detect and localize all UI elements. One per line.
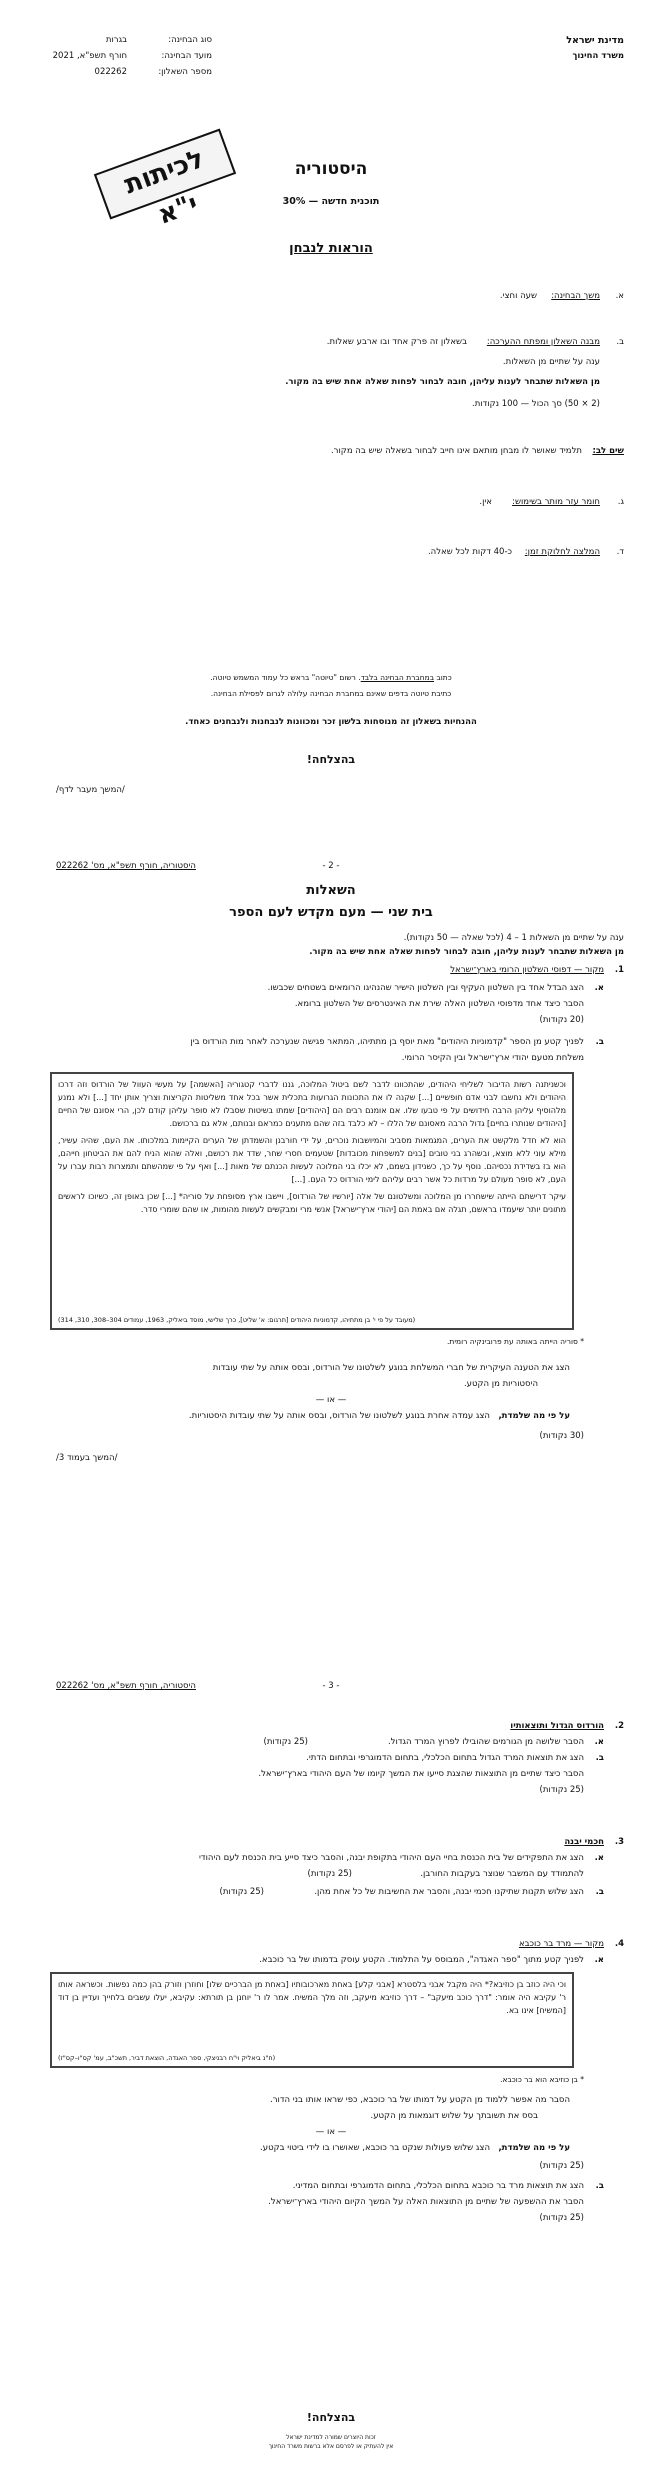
q4-source-title: מקור — מרד בר כוכבא: [518, 1939, 604, 1949]
item-a-letter: א.: [615, 291, 624, 301]
q2b-line-2: הסבר כיצד שתיים מן התוצאות שהצגת סייעו את המשך קיומו של העם היהודי בארץ־ישראל.: [258, 1769, 584, 1779]
grade-stamp: לכיתות י"א: [94, 129, 236, 220]
exam-type-value: בגרות: [105, 35, 127, 45]
item-b-text: בשאלון זה פרק אחד ובו ארבע שאלות.: [326, 337, 467, 347]
source-paragraph: הוא לא חדל מלקשט את הערים, המגמאות מסביב והמיושבות נוכרים, על ידי חורבנן והשמדתן של הערים הקיימות במלכותו. את העם, שהיה עשיר, מילא עוני ללא מוצא, ובשהרג בני טובים [בנים למשפחות מכובדות] שטעמים חסרי שחר, שדד את רכושם, ואלה שהוא הניח להם את הביטחון חייהם, הוא בז בשדידת נכסיהם. נוסף על כך, כשנידון בשמם, לא יכלו בני המלוכה לעשות הכנתם של מאות [...] ואף על פי שמהשתם ותמצרות רבות עברו על העם, לא סופר מעולם על מרדות כל אשר רבים עליהם לימי הורדוס כל העם. [...]: [58, 1136, 566, 1184]
section-title: בית שני — מעם מקדש לעם הספר: [229, 905, 433, 920]
q4a-line-3: בסס את תשובתך על שלוש דוגמאות מן הקטע.: [370, 2111, 538, 2121]
exam-subtitle: תוכנית חדשה — 30%: [282, 196, 380, 207]
q1a-points: (20 נקודות): [539, 1015, 584, 1025]
q2a-text: הסבר שלושה מן הגורמים שהובילו לפרוץ המרד הגדול.: [387, 1737, 584, 1747]
state-name: מדינת ישראל: [566, 35, 624, 46]
gender-note: ההנחיות בשאלון זה מנוסחות בלשון זכר ומכוונות לנבחנות ולנבחנים כאחד.: [185, 717, 477, 727]
item-a-label: משך הבחינה:: [551, 291, 600, 301]
must-choose-instruction: מן השאלות שתבחר לענות עליהן, חובה לבחור לפחות שאלה אחת שיש בה מקור.: [285, 377, 600, 387]
q2a-points: (25 נקודות): [263, 1737, 308, 1747]
q1-number: 1.: [614, 965, 624, 975]
section-intro-2: מן השאלות שתבחר לענות עליהן, חובה לבחור לפחות שאלה אחת שיש בה מקור.: [309, 947, 624, 957]
page-number-3: - 3 -: [322, 1681, 340, 1691]
q1-footnote: * סוריה הייתה באותה עת פרובינקיה רומית.: [447, 1337, 584, 1346]
instructions-title: הוראות לנבחן: [289, 241, 373, 256]
note-text: תלמיד שאושר לו מבחן מותאם אינו חייב לבחור בשאלה שיש בה מקור.: [330, 446, 582, 456]
running-header-2: היסטוריה, חורף תשפ"א, מס' 022262: [56, 861, 196, 871]
exam-type-label: סוג הבחינה:: [168, 35, 212, 45]
q1a-line-2: הסבר כיצד אחד מדפוסי השלטון האלה שירת את האינטרסים של השלטון ברומא.: [294, 999, 584, 1009]
page-number-2: - 2 -: [322, 861, 340, 871]
q3-title: חכמי יבנה: [564, 1837, 604, 1847]
good-luck-1: בהצלחה!: [306, 753, 356, 766]
questions-title: השאלות: [306, 883, 356, 898]
q1a-line-1: הצג הבדל אחד בין השלטון העקיף ובין השלטון הישיר שהנהיגו הרומאים בשטחים שכבשו.: [267, 983, 584, 993]
questionnaire-value: 022262: [94, 67, 127, 77]
good-luck-3: בהצלחה!: [306, 2411, 356, 2424]
q3a-points: (25 נקודות): [307, 1869, 352, 1879]
q3-number: 3.: [614, 1837, 624, 1847]
q2-number: 2.: [614, 1721, 624, 1731]
q3a-line-2: להתמודד עם המשבר שנוצר בעקבות החורבן.: [420, 1869, 584, 1879]
item-b-label: מבנה השאלון ומפתח ההערכה:: [486, 337, 600, 347]
ministry-name: משרד החינוך: [572, 51, 624, 61]
draft-note-1: כתוב במחברת הבחינה בלבד. רשום "טיוטה" בראש כל עמוד המשמש טיוטה.: [210, 673, 452, 682]
q3b-text: הצג שלוש תקנות שתיקנו חכמי יבנה, והסבר את החשיבות של כל אחת מהן.: [314, 1887, 584, 1897]
source-paragraph: וכשניתנה רשות הדיבור לשליחי היהודים, שהתכוונו לדבר לשם ביטול המלוכה, גננו לדברי קטגוריה [האשמה] על מעשי העוול של הורדוס וזה דרכו היהודים ולא נחשבו לבני אדם חופשיים [...] שקנה לו את התכונות הגרועות בתכלית אשר בכל אחד משליטות הקריצות וצריך אותן יחד [...] ולא נמנע מלהוסיף עליהן הרבה חידושים על פי טבעו שלו. אם אומנם רבים הם [היהודים] שמתו בשיטות שסבלו לא סופר עליהן קודם לכן, הרי אסונם של החיים [היהודים שנותרו בחיים] גדול הרבה מאסונם של הללו – לא כלבד בזה שהם מתענים כמראם ובנותם, אלא גם ברכושם.: [58, 1080, 566, 1128]
q3a-line-1: הצג את התפקידים של בית הכנסת בחיי העם היהודי בתקופת יבנה, והסבר כיצד סייע בית הכנסת לעם היהודי: [199, 1853, 584, 1863]
q4-footnote: * בן כוזיבא הוא בר כוכבא.: [500, 2075, 584, 2084]
q4b-line-2: הסבר את ההשפעה של שתיים מן התוצאות האלה על המשך הקיום היהודי בארץ־ישראל.: [268, 2197, 584, 2207]
copyright-line-1: זכות היוצרים שמורה למדינת ישראל: [286, 2434, 376, 2441]
answer-two-instruction: ענה על שתיים מן השאלות.: [502, 357, 600, 367]
draft-note-2: כתיבת טיוטה בדפים שאינם במחברת הבחינה עלולה לגרום לפסילת הבחינה.: [210, 689, 452, 698]
q1b-letter: ב.: [595, 1037, 604, 1047]
source-credit-2: (ח"נ ביאליק וי"ח רבניצקי, ספר האגדה, הוצאת דביר, תשכ"ב, עמ' קס"ו–קס"ז): [58, 2054, 276, 2062]
q3a-letter: א.: [594, 1853, 604, 1863]
page-1: [0, 0, 662, 860]
item-c-label: חומר עזר מותר בשימוש:: [512, 497, 600, 507]
q4a-line-2: הסבר מה אפשר ללמוד מן הקטע על דמותו של בר כוכבא, כפי שראו אותו בני הדור.: [270, 2095, 570, 2105]
item-c-letter: ג.: [617, 497, 624, 507]
q2b-letter: ב.: [595, 1753, 604, 1763]
q4b-line-1: הצג את תוצאות מרד בר כוכבא בתחום הכלכלי, בתחום הדמוגרפי ובתחום המדיני.: [292, 2181, 584, 2191]
q1b-points: (30 נקודות): [539, 1431, 584, 1441]
section-intro-1: ענה על שתיים מן השאלות 1 – 4 (לכל שאלה — 50 נקודות).: [403, 933, 624, 943]
q2b-points: (25 נקודות): [539, 1785, 584, 1795]
q2b-line-1: הצג את תוצאות המרד הגדול בתחום הכלכלי, בתחום הדמוגרפי ובתחום הדתי.: [306, 1753, 584, 1763]
source-paragraph: וכי היה כוזב בן כוזיבא?* היה מקבל אבני בלסטרא [אבני קלע] באחת מארכובותיו [באחת מן הברכיים שלו] וחוזרן וזורק בהן כמה נפשות. וכשראה אותו ר' עקיבא היה אומר: "דרך כוכב מיעקב" – דרך כוזיבא מיעקב, וזה מלך המשיח. אמר לו ר' יוחנן בן תורתא: עקיבא, יעלו עשבים בלחייך ועדיין בן דוד [המשיח] אינו בא.: [58, 1980, 566, 2015]
q4a-letter: א.: [594, 1955, 604, 1965]
item-b-letter: ב.: [616, 337, 624, 347]
q1b-line-1: לפניך קטע מן הספר "קדמוניות היהודים" מאת יוסף בן מתתיהו, המתאר פגישה שנערכה לאחר מות הורדוס בין: [190, 1037, 584, 1047]
q1b-task-2-text: הצג עמדה אחרת בנוגע לשלטונו של הורדוס, ובסס אותה על שתי עובדות היסטוריות.: [188, 1411, 490, 1421]
q4a-points: (25 נקודות): [539, 2161, 584, 2171]
q3b-letter: ב.: [595, 1887, 604, 1897]
q1b-task-1-line-2: היסטוריות מן הקטע.: [463, 1379, 538, 1389]
q1a-letter: א.: [594, 983, 604, 993]
q4b-letter: ב.: [595, 2181, 604, 2191]
q3b-points: (25 נקודות): [219, 1887, 264, 1897]
q1-source-title: מקור — דפוסי השלטון הרומי בארץ־ישראל: [450, 965, 604, 975]
item-c-text: אין.: [479, 497, 492, 507]
exam-date-value: חורף תשפ"א, 2021: [52, 51, 127, 61]
q4-source-box: [50, 1972, 574, 2068]
q4a-line-4-prefix: על פי מה שלמדת,: [498, 2143, 570, 2153]
source-credit: (מעובד על פי י' בן מתתיהו, קדמוניות היהודים [תרגום: א' שליט], כרך שלישי, מוסד ביאליק, 1963, עמודים 304–308, 310, 314): [58, 1316, 416, 1324]
q4-number: 4.: [614, 1939, 624, 1949]
item-d-label: המלצה לחלוקת זמן:: [524, 547, 600, 557]
q1b-task-1-line-1: הצג את הטענה העיקרית של חברי המשלחת בנוגע לשלטונו של הורדוס, ובסס אותה על שתי עובדות: [212, 1363, 570, 1373]
page-3: [0, 1680, 662, 2481]
continue-note-1: /המשך מעבר לדף/: [56, 785, 125, 795]
page-2: [0, 860, 662, 1680]
item-d-text: כ-40 דקות לכל שאלה.: [427, 547, 512, 557]
source-paragraph: עיקר דרישתם הייתה שישחררו מן המלוכה ומשלטונם של אלה [יורשיו של הורדוס], ויישבו ארץ מסופחת על סוריה* [...] שכן באופן זה, כשיוכו לראשים מתונים יותר שיעמדו בראשם, תגלה אם באמת הם [יהודי ארץ־ישראל] אנשי מרי ומבקשים לעשות מהומות, או שהם שומרי סדר.: [58, 1192, 566, 1214]
q2a-letter: א.: [594, 1737, 604, 1747]
q1b-task-2-prefix: על פי מה שלמדת,: [498, 1411, 570, 1421]
q1b-or: — או —: [315, 1395, 347, 1405]
item-d-letter: ד.: [616, 547, 624, 557]
copyright-line-2: אין להעתיק או לפרסם אלא ברשות משרד החינוך: [268, 2443, 394, 2450]
q4a-or: — או —: [315, 2127, 347, 2137]
q2-title: הורדוס הגדול ותוצאותיו: [510, 1721, 604, 1731]
q4a-line-1: לפניך קטע מתוך "ספר האגדה", המבוסס על התלמוד. הקטע עוסק בדמותו של בר כוכבא.: [259, 1955, 584, 1965]
q1b-line-2: משלחת מטעם יהודי ארץ־ישראל ובין הקיסר הרומי.: [401, 1053, 584, 1063]
exam-title: היסטוריה: [294, 159, 368, 179]
running-header-3: היסטוריה, חורף תשפ"א, מס' 022262: [56, 1681, 196, 1691]
q4b-points: (25 נקודות): [539, 2213, 584, 2223]
q1-source-box: [50, 1072, 574, 1330]
q4a-line-4-text: הצג שלוש פעולות שנקט בר כוכבא, שאושרו בו לידי ביטוי בקטע.: [260, 2143, 490, 2153]
continue-note-2: /המשך בעמוד 3/: [56, 1453, 118, 1463]
score-line: (2 × 50) סך הכול — 100 נקודות.: [472, 399, 600, 409]
questionnaire-label: מספר השאלון:: [158, 67, 212, 77]
item-a-text: שעה וחצי.: [499, 291, 537, 301]
note-label: שים לב:: [592, 446, 624, 456]
exam-date-label: מועד הבחינה:: [161, 51, 212, 61]
